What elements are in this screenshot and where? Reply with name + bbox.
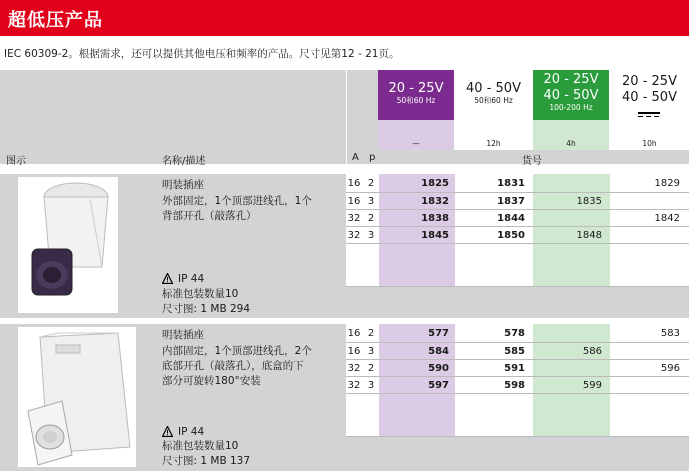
product1-desc-line: 背部开孔（敲落孔）	[162, 210, 257, 222]
cell-c3: 599	[582, 380, 602, 391]
cell-c4: 1829	[654, 178, 680, 189]
product1-dim: 尺寸图: 1 MB 294	[162, 303, 251, 315]
col-label-a: A	[352, 152, 359, 163]
cell-a: 16	[347, 346, 361, 357]
product2-ip: IP 44	[178, 426, 205, 438]
product2-image	[18, 327, 136, 467]
cell-c1: 584	[428, 346, 449, 357]
product1-image	[18, 177, 118, 313]
col1-frequency: 50和60 Hz	[396, 96, 436, 105]
col-label-partno: 货号	[522, 156, 542, 167]
product1-desc-line: 外部固定，1个顶部进线孔，1个	[162, 195, 312, 207]
product1-ap-bottom	[346, 242, 379, 286]
cell-c2: 591	[504, 363, 525, 374]
product2-desc-line: 部分可旋转180°安装	[162, 375, 261, 387]
dc-dash-2	[646, 116, 651, 117]
col1-sub: —	[378, 120, 454, 150]
cell-c4	[610, 343, 680, 360]
product2-dim: 尺寸图: 1 MB 137	[162, 455, 251, 467]
cell-c3	[533, 175, 602, 192]
product2-desc-line: 底部开孔（敲落孔），底盒的下	[162, 360, 304, 372]
p1-row-divider	[346, 286, 689, 287]
cell-c1: 1832	[421, 196, 449, 207]
cell-c3	[533, 325, 602, 342]
page-title: 超低压产品	[8, 10, 103, 31]
cell-c4	[610, 377, 680, 394]
warning-triangle-icon	[162, 273, 173, 284]
col3-voltage2: 40 - 50V	[543, 88, 599, 103]
cell-c2: 1850	[497, 230, 525, 241]
cell-p: 2	[367, 178, 375, 189]
cell-a: 32	[347, 230, 361, 241]
col2-frequency: 50和60 Hz	[474, 96, 513, 105]
cell-c4	[610, 193, 680, 210]
col3-voltage1: 20 - 25V	[543, 72, 599, 87]
header-col3	[533, 70, 609, 120]
product2-pack: 标准包装数量10	[162, 440, 239, 452]
cell-c3: 586	[582, 346, 602, 357]
cell-c2: 585	[504, 346, 525, 357]
product2-ap-bottom	[346, 392, 379, 436]
col-label-image: 图示	[6, 156, 26, 167]
cell-c1: 590	[428, 363, 449, 374]
cell-a: 16	[347, 178, 361, 189]
cell-a: 16	[347, 328, 361, 339]
warning-triangle-icon	[162, 426, 173, 437]
socket-surface-icon	[18, 177, 118, 313]
col4-sub: 10h	[610, 120, 689, 150]
cell-c1: 1845	[421, 230, 449, 241]
page-subtitle: IEC 60309-2。根据需求，还可以提供其他电压和频率的产品。尺寸见第12 - 21页。	[4, 48, 400, 60]
cell-c1: 577	[428, 328, 449, 339]
cell-a: 32	[347, 213, 361, 224]
cell-p: 3	[367, 196, 375, 207]
cell-c3	[533, 360, 602, 377]
product2-title: 明装插座	[162, 329, 204, 341]
cell-c3: 1835	[576, 196, 602, 207]
col4-voltage2: 40 - 50V	[622, 90, 677, 105]
cell-p: 2	[367, 328, 375, 339]
product1-ip: IP 44	[178, 273, 205, 285]
cell-a: 32	[347, 363, 361, 374]
socket-box-icon	[18, 327, 136, 467]
header-left-bg	[0, 70, 378, 164]
dc-dash-3	[654, 116, 659, 117]
cell-c2: 598	[504, 380, 525, 391]
cell-a: 32	[347, 380, 361, 391]
product1-pack: 标准包装数量10	[162, 288, 239, 300]
cell-c1: 1838	[421, 213, 449, 224]
col1-voltage: 20 - 25V	[388, 81, 444, 96]
cell-p: 3	[367, 230, 375, 241]
col3-frequency: 100-200 Hz	[549, 103, 593, 112]
p2-row-divider	[346, 436, 689, 437]
cell-c4: 596	[660, 363, 680, 374]
dc-dash-1	[638, 116, 643, 117]
cell-c2: 1831	[497, 178, 525, 189]
dc-symbol-icon	[638, 112, 660, 114]
header-col2	[455, 70, 532, 120]
cell-p: 3	[367, 346, 375, 357]
cell-c3	[533, 210, 602, 227]
header-col1	[378, 70, 454, 120]
header-divider	[346, 70, 347, 164]
cell-c4: 583	[660, 328, 680, 339]
cell-c2: 578	[504, 328, 525, 339]
col-label-p: p	[369, 152, 376, 163]
cell-c1: 597	[428, 380, 449, 391]
cell-c4: 1842	[654, 213, 680, 224]
col-label-name: 名称/描述	[162, 156, 206, 167]
cell-p: 2	[367, 363, 375, 374]
cell-p: 3	[367, 380, 375, 391]
cell-c4	[610, 227, 680, 244]
col4-voltage1: 20 - 25V	[622, 74, 677, 89]
cell-c2: 1844	[497, 213, 525, 224]
cell-a: 16	[347, 196, 361, 207]
cell-p: 2	[367, 213, 375, 224]
col2-voltage: 40 - 50V	[466, 81, 521, 96]
col3-sub: 4h	[533, 120, 609, 150]
cell-c1: 1825	[421, 178, 449, 189]
cell-c3: 1848	[576, 230, 602, 241]
cell-c2: 1837	[497, 196, 525, 207]
product1-title: 明装插座	[162, 179, 204, 191]
product2-desc-line: 内部固定，1个顶部进线孔，2个	[162, 345, 312, 357]
page-banner	[0, 0, 689, 36]
col2-sub: 12h	[455, 120, 532, 150]
